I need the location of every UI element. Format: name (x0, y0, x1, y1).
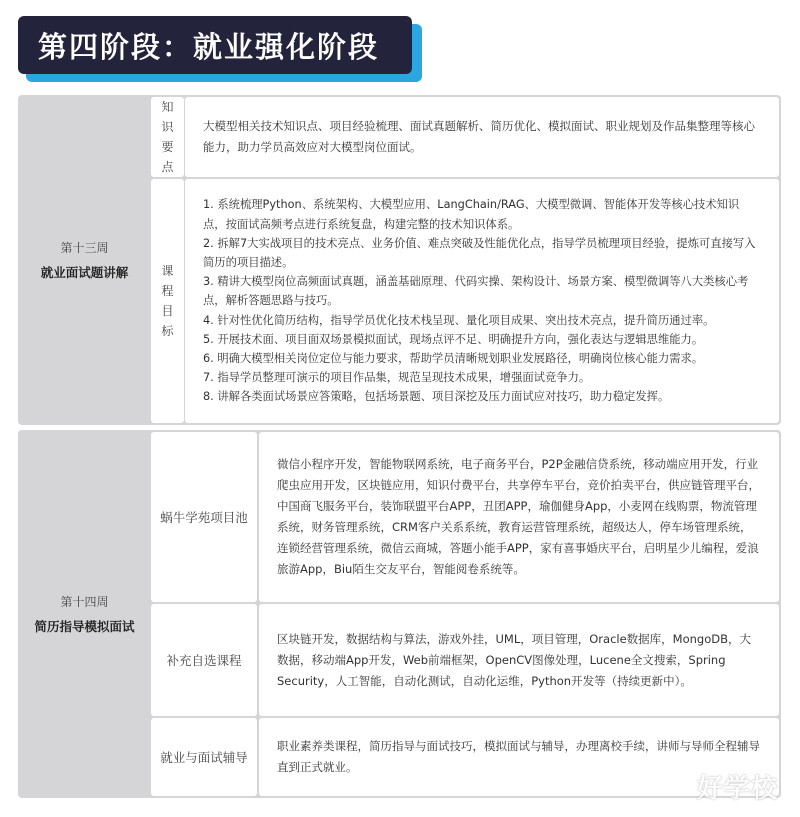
content-line: 职业素养类课程，简历指导与面试技巧，模拟面试与辅导，办理离校手续，讲师与导师全程辅导直到正式就业。 (277, 739, 760, 774)
week-14-header (18, 430, 151, 798)
elective-courses-label: 补充自选课程 (151, 604, 257, 716)
course-goals-content (185, 179, 779, 423)
stage-title-banner (18, 16, 422, 82)
goal-item: 6. 明确大模型相关岗位定位与能力要求，帮助学员清晰规划职业发展路径，明确岗位核心能力需求。 (203, 352, 704, 365)
week-title: 就业面试题讲解 (40, 265, 129, 280)
course-goals-label (151, 179, 184, 423)
project-pool-label: 蜗牛学苑项目池 (151, 432, 257, 602)
goal-item: 7. 指导学员整理可演示的项目作品集，规范呈现技术成果，增强面试竞争力。 (203, 371, 591, 385)
goal-item: 5. 开展技术面、项目面双场景模拟面试，现场点评不足、明确提升方向，强化表达与逻辑思维能力。 (203, 332, 704, 346)
content-line: 区块链开发，数据结构与算法，游戏外挂，UML，项目管理，Oracle数据库，MongoDB，大数据，移动端App开发，Web前端框架，OpenCV图像处理，Lucene全文搜索，Spring Security，人工智能，自动化测试，自动化运维，Python开发等（持续更新中）。 (277, 631, 751, 688)
label-char: 知 (161, 100, 174, 114)
stage-title: 第四阶段：就业强化阶段 (18, 16, 412, 74)
label-char: 识 (161, 120, 174, 134)
week-14-section (18, 430, 781, 798)
week-number: 第十四周 (60, 595, 109, 609)
week-number: 第十三周 (60, 241, 109, 255)
week-title: 简历指导模拟面试 (34, 619, 135, 634)
week-13-header (18, 95, 151, 425)
content-line: 大模型相关技术知识点、项目经验梳理、面试真题解析、简历优化、模拟面试、职业规划及作品集整理等核心能力，助力学员高效应对大模型岗位面试。 (203, 119, 755, 154)
career-guidance-label: 就业与面试辅导 (151, 718, 257, 796)
goal-item: 2. 拆解7大实战项目的技术亮点、业务价值、难点突破及性能优化点，指导学员梳理项目经验，提炼可直接写入简历的项目描述。 (203, 236, 756, 269)
week-13-section (18, 95, 781, 425)
elective-courses-content (259, 604, 779, 716)
goal-item: 8. 讲解各类面试场景应答策略，包括场景题、项目深挖及压力面试应对技巧，助力稳定发挥。 (203, 390, 670, 404)
site-watermark: 好学校 (696, 774, 778, 804)
project-pool-content (259, 432, 779, 602)
label-char: 要 (161, 140, 174, 154)
label-char: 课 (161, 264, 174, 278)
knowledge-points-label (151, 97, 184, 177)
content-line: 微信小程序开发，智能物联网系统，电子商务平台，P2P金融信贷系统，移动端应用开发，行业爬虫应用开发，区块链应用，知识付费平台，共享停车平台，竞价拍卖平台，供应链管理平台，中国商飞服务平台，装饰联盟平台APP，丑团APP，瑜伽健身App，小麦网在线购票，物流管理系统，财务管理系统，CRM客户关系系统，教育运营管理系统，超级达人，停车场管理系统，连锁经营管理系统，微信云商城，答题小能手APP，家有喜事婚庆平台，启明星少儿编程，爱浪旅游App，Biu陌生交友平台，智能阅卷系统等。 (277, 457, 760, 576)
goal-item: 4. 针对性优化简历结构，指导学员优化技术栈呈现、量化项目成果、突出技术亮点，提升简历通过率。 (203, 313, 715, 327)
label-char: 标 (161, 324, 174, 338)
knowledge-points-content (185, 97, 779, 177)
label-char: 程 (161, 284, 174, 298)
goal-item: 1. 系统梳理Python、系统架构、大模型应用、LangChain/RAG、大模型微调、智能体开发等核心技术知识点，按面试高频考点进行系统复盘，构建完整的技术知识体系。 (203, 198, 740, 231)
label-char: 点 (161, 160, 174, 174)
label-char: 目 (161, 304, 174, 318)
goal-item: 3. 精讲大模型岗位高频面试真题，涵盖基础原理、代码实操、架构设计、场景方案、模型微调等八大类核心考点，解析答题思路与技巧。 (203, 275, 749, 308)
